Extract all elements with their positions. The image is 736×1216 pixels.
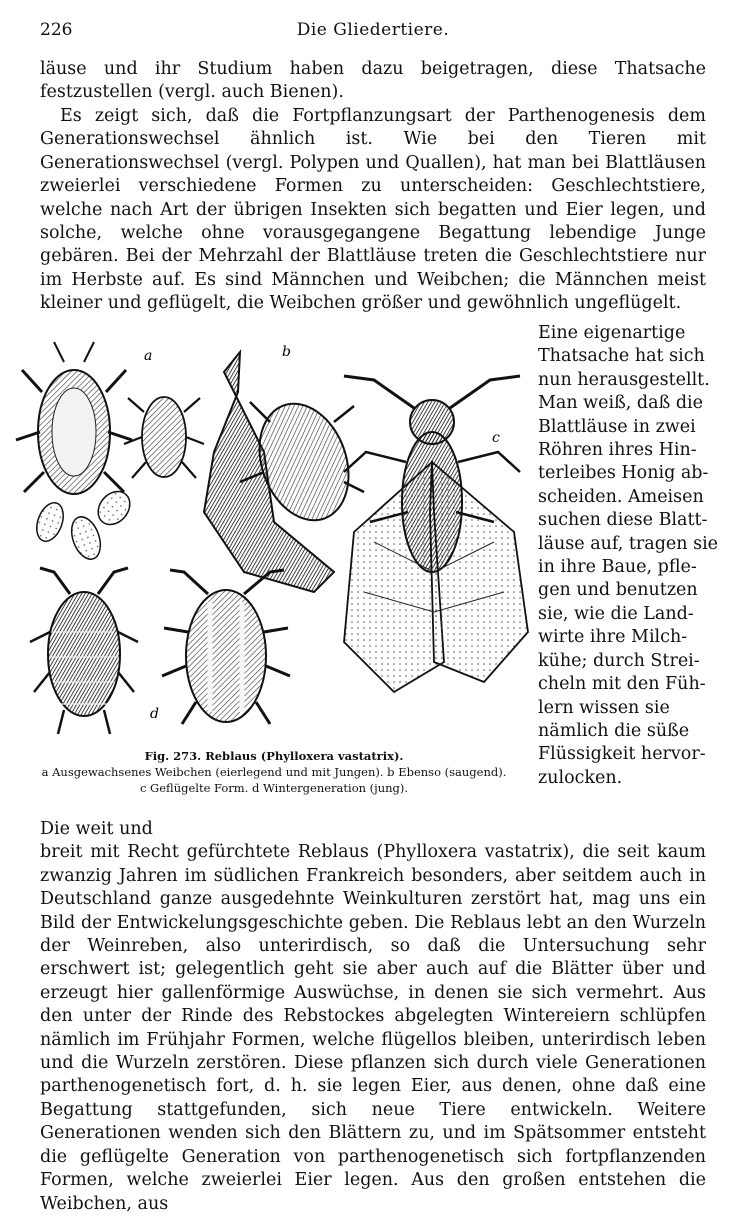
caption-line: a Ausgewachsenes Weibchen (eierlegend und mit Jungen). b Ebenso (saugend). — [41, 765, 507, 779]
paragraph-continuation: läuse und ihr Studium haben dazu beigetragen, diese Thatsache festzustellen (vergl. auch Bienen). — [40, 59, 706, 103]
side-line: cheln mit den Füh- — [538, 674, 706, 695]
figure-illustration — [14, 332, 532, 752]
page-number: 226 — [40, 20, 73, 40]
side-line: Röhren ihres Hin- — [538, 440, 697, 461]
caption-line: c Geflügelte Form. d Wintergeneration (jung). — [139, 781, 409, 795]
reblaus-engraving — [14, 332, 532, 752]
running-head: Die Gliedertiere. — [296, 20, 450, 40]
figure-caption — [14, 748, 534, 796]
specimen-c-winged — [344, 376, 528, 692]
caption-title: Fig. 273. Reblaus (Phylloxera vastatrix). — [144, 749, 404, 763]
side-line: gen und benutzen — [538, 580, 698, 601]
side-line: Man weiß, daß die — [538, 393, 703, 414]
side-line: Blattläuse in zwei — [538, 416, 696, 437]
side-line: Eine eigenartige — [538, 323, 686, 343]
side-line: terleibes Honig ab- — [538, 463, 709, 484]
label-b: b — [282, 344, 291, 360]
paragraph-reblaus — [40, 818, 706, 1216]
specimen-b-feeding — [204, 352, 364, 592]
side-line: lern wissen sie — [538, 697, 670, 718]
paragraph-body: breit mit Recht gefürchtete Reblaus (Phylloxera vastatrix), die seit kaum zwanzig Jahren im südlichen Frankreich besonders, aber seitdem auch in Deutschland ganze ausgedehnte Weinkulturen zerstört hat, mag uns ein Bild der Entwickelungsgeschichte geben. Die Reblaus lebt an den Wurzeln der Weinreben, also unterirdisch, so daß die Untersuchung sehr erschwert ist; gelegentlich geht sie aber auch auf die Blätter über und erzeugt hier gallenförmige Auswüchse, in denen sie sich vermehrt. Aus den unter der Rinde des Rebstockes abgelegten Wintereiern schlüpfen nämlich im Frühjahr Formen, welche flügellos bleiben, unterirdisch leben und die Wurzeln zerstören. Diese pflanzen sich durch viele Generationen parthenogenetisch fort, d. h. sie legen Eier, aus denen, ohne daß eine Begattung stattgefunden, sich neue Tiere entwickeln. Weitere Generationen wenden sich den Blättern zu, und im Spätsommer entsteht die geflügelte Generation von parthenogenetisch sich fortpflanzenden Formen, welche zweierlei Eier legen. Aus den großen entstehen die Weibchen, aus — [40, 842, 706, 1214]
page-header — [40, 18, 706, 46]
side-line: nun herausgestellt. — [538, 369, 710, 390]
side-line: sie, wie die Land- — [538, 603, 694, 624]
paragraph-parthenogenesis: Es zeigt sich, daß die Fortpflanzungsart der Parthenogenesis dem Generationswechsel ähnlich ist. Wie bei den Tieren mit Generationswechsel (vergl. Polypen und Quallen), hat man bei Blattläusen zweierlei verschiedene Formen zu unterscheiden: Geschlechtstiere, welche nach Art der übrigen Insekten sich begatten und Eier legen, und solche, welche ohne vorausgegangene Begattung lebendige Junge gebären. Bei der Mehrzahl der Blattläuse treten die Geschlechtstiere nur im Herbste auf. Es sind Männchen und Weibchen; die Männchen meist kleiner und geflügelt, die Weibchen größer und gewöhnlich ungeflügelt. — [40, 106, 706, 314]
eggs — [32, 485, 136, 563]
side-line: nämlich die süße — [538, 720, 690, 741]
side-line: zulocken. — [538, 767, 623, 788]
side-line: suchen diese Blatt- — [538, 510, 708, 531]
side-line: scheiden. Ameisen — [538, 486, 704, 507]
side-line: Flüssigkeit hervor- — [538, 744, 706, 765]
side-line: in ihre Baue, pfle- — [538, 557, 697, 578]
side-line: wirte ihre Milch- — [538, 627, 688, 648]
label-a: a — [144, 348, 153, 364]
specimen-a-adult-female — [16, 342, 132, 494]
paragraph-first-line: Die weit und — [40, 819, 153, 839]
side-line: Thatsache hat sich — [538, 346, 705, 367]
side-column-text — [538, 322, 719, 790]
specimen-d-winter-ventral — [162, 570, 290, 724]
label-d: d — [150, 706, 159, 722]
label-c: c — [492, 430, 500, 446]
side-line: läuse auf, tragen sie — [538, 533, 719, 554]
side-line: kühe; durch Strei- — [538, 650, 700, 671]
specimen-a-nymph — [124, 397, 204, 478]
specimen-d-winter-dorsal — [30, 568, 138, 734]
